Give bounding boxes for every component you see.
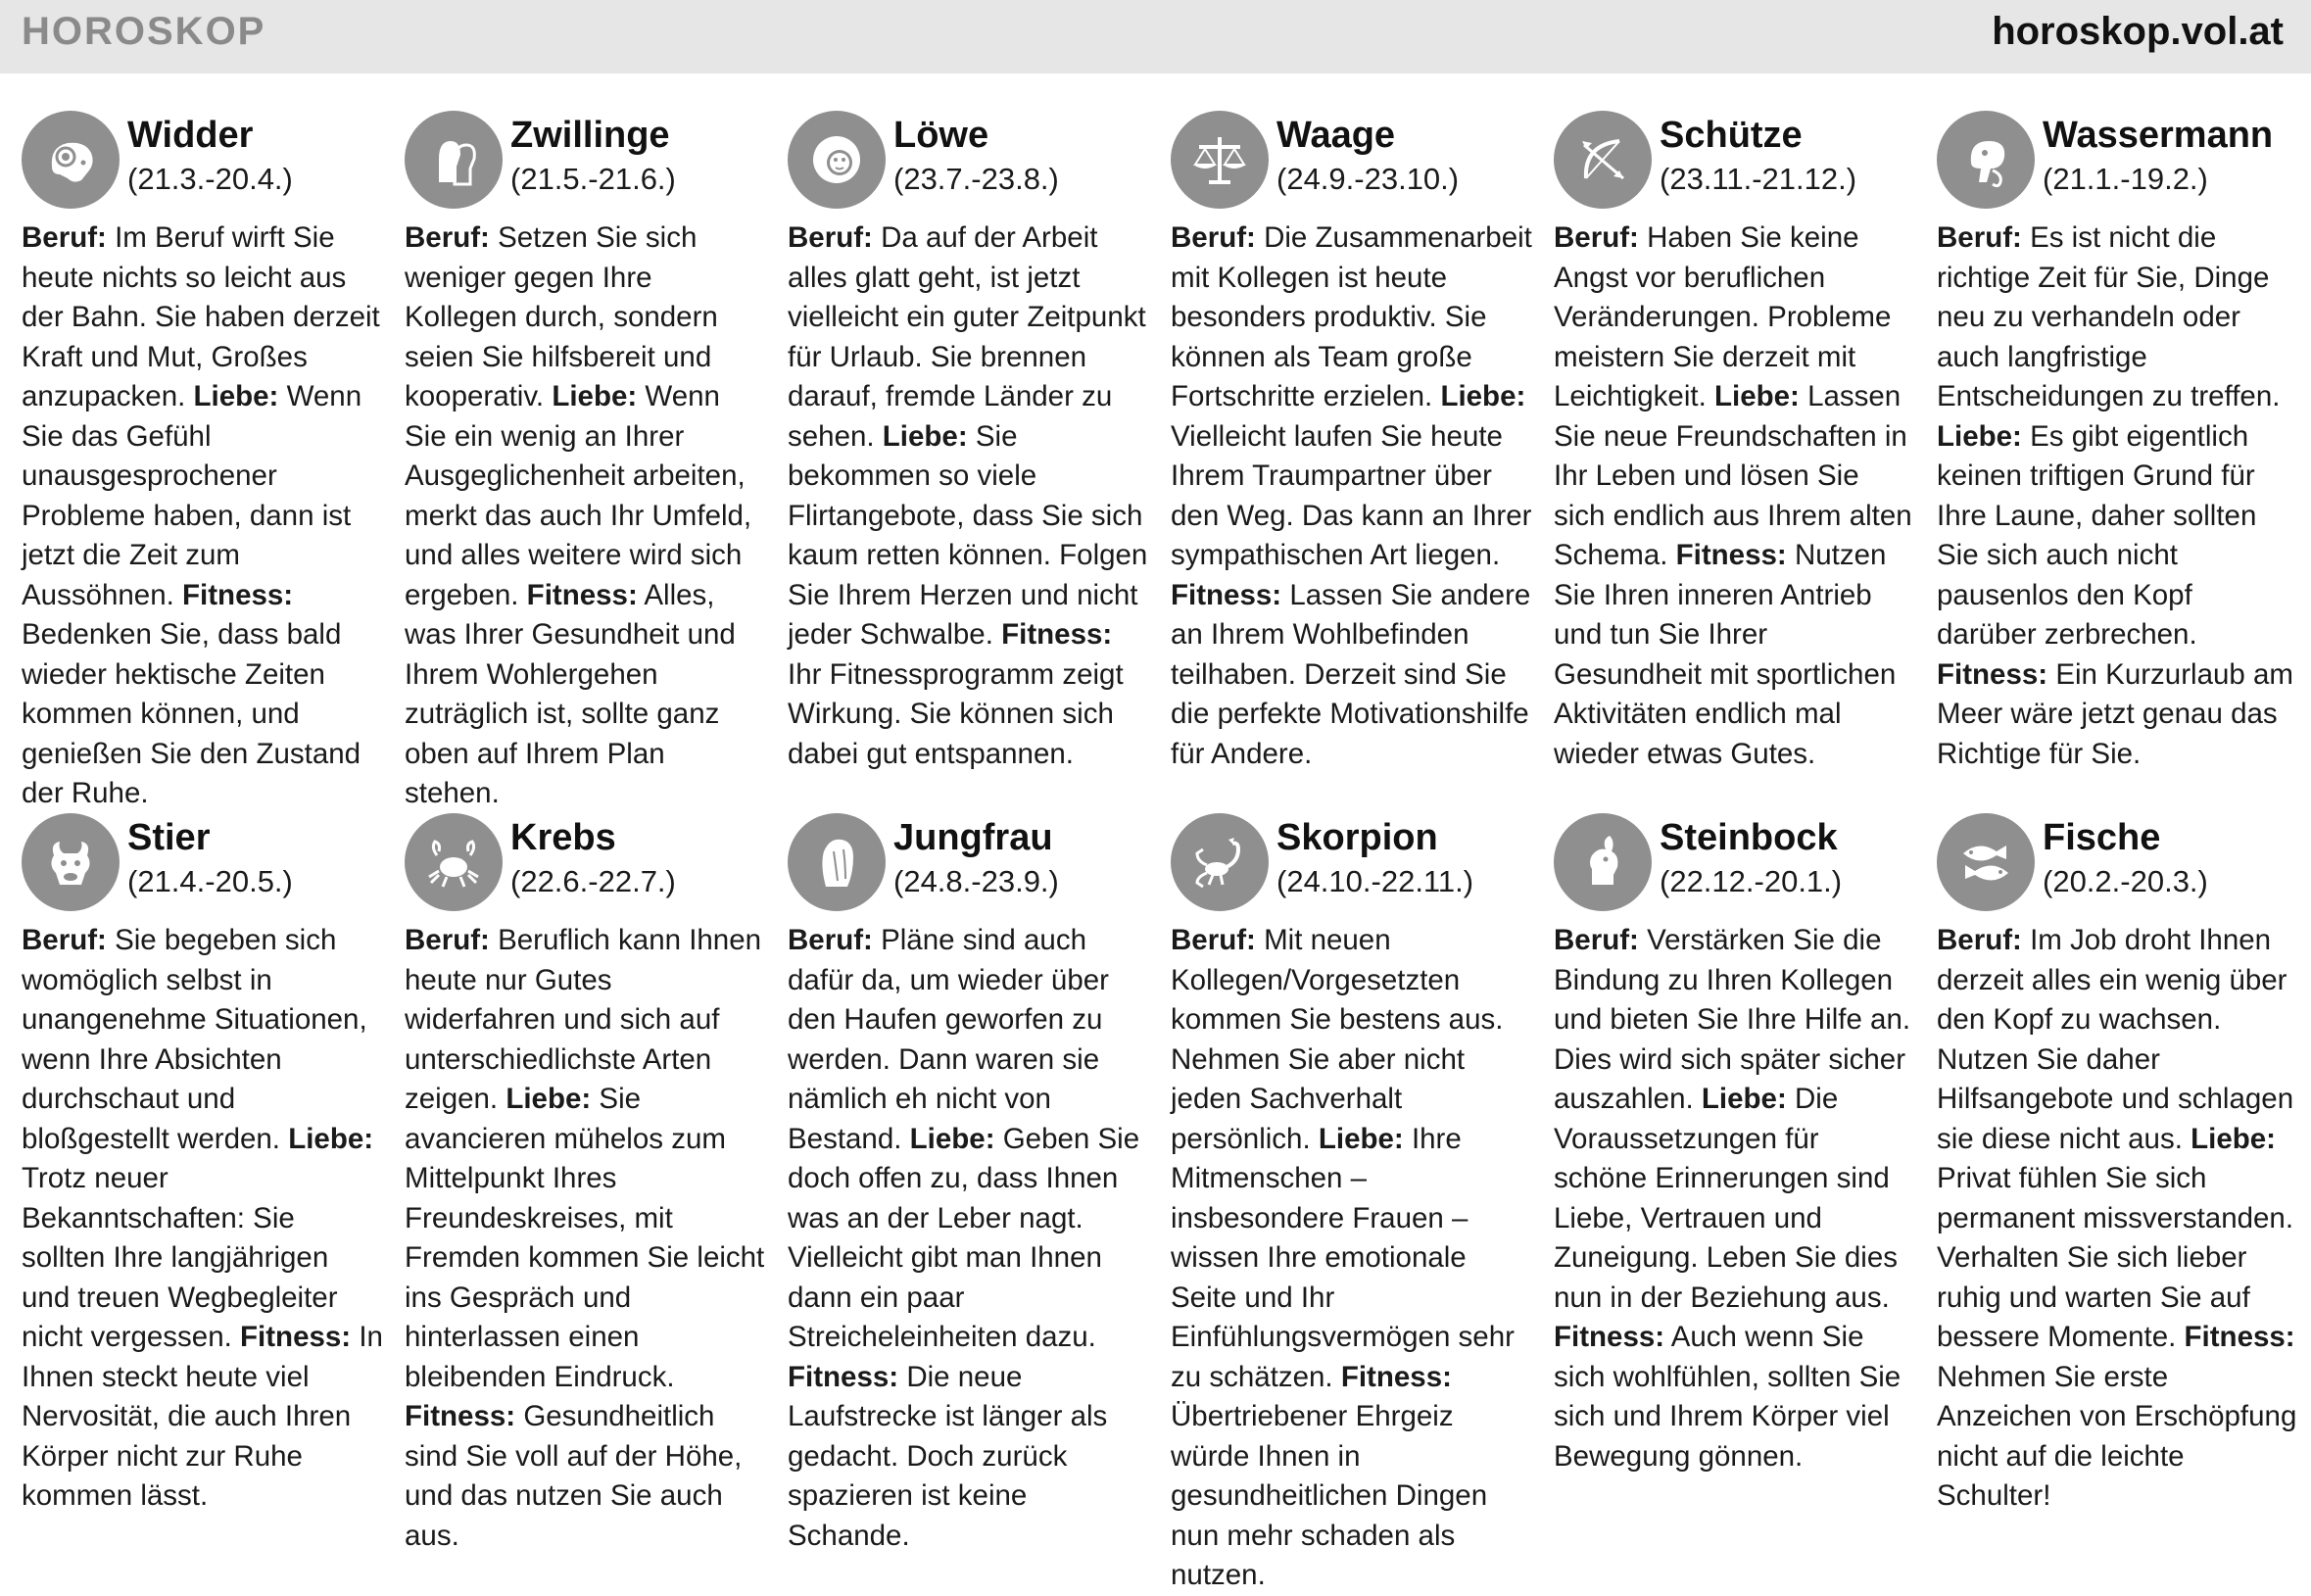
sign-name: Skorpion (1276, 817, 1438, 858)
website-link[interactable]: horoskop.vol.at (1992, 10, 2284, 53)
liebe-label: Liebe: (1318, 1122, 1404, 1155)
horoscope-text (1554, 921, 1916, 1476)
liebe-label: Liebe: (882, 419, 968, 453)
beruf-label: Beruf: (788, 221, 873, 254)
sign-name: Krebs (510, 817, 616, 858)
fitness-text: Ein Kurzurlaub am Meer wäre jetzt genau das Richtige für Sie. (1937, 657, 2293, 770)
horoscope-text (405, 921, 767, 1556)
horoscope-text (788, 218, 1150, 774)
fitness-text: Ihr Fitnessprogramm zeigt Wirkung. Sie können sich dabei gut entspannen. (788, 657, 1124, 770)
fitness-label: Fitness: (526, 578, 638, 611)
sign-dates: (21.4.-20.5.) (127, 864, 293, 898)
beruf-text: Im Job droht Ihnen derzeit alles ein wenig über den Kopf zu wachsen. Nutzen Sie daher Hilfsangebote und schlagen sie diese nicht aus. (1937, 924, 2294, 1155)
beruf-label: Beruf: (1171, 221, 1256, 254)
sign-name: Wassermann (2043, 115, 2274, 156)
sign-dates: (24.8.-23.9.) (893, 864, 1059, 898)
sign-dates: (21.3.-20.4.) (127, 162, 293, 196)
sign-dates: (22.12.-20.1.) (1660, 864, 1843, 898)
beruf-label: Beruf: (22, 924, 107, 956)
beruf-label: Beruf: (405, 924, 490, 956)
horoscope-text (22, 218, 384, 814)
liebe-text: Geben Sie doch offen zu, dass Ihnen was an der Leber nagt. Vielleicht gibt man Ihnen dann ein paar Streicheleinheiten dazu. (788, 1122, 1140, 1353)
sign-dates: (20.2.-20.3.) (2043, 864, 2208, 898)
bull-icon (22, 813, 120, 911)
sign-dates: (21.1.-19.2.) (2043, 162, 2208, 196)
sign-name: Steinbock (1660, 817, 1838, 858)
beruf-text: Beruflich kann Ihnen heute nur Gutes widerfahren und sich auf unterschiedlichste Arten zeigen. (405, 924, 762, 1115)
beruf-label: Beruf: (1937, 924, 2022, 956)
liebe-text: Vielleicht laufen Sie heute Ihrem Traumpartner über den Weg. Das kann an Ihrer sympathischen Art liegen. (1171, 419, 1532, 571)
fitness-label: Fitness: (788, 1360, 899, 1393)
liebe-text: Sie bekommen so viele Flirtangebote, dass Sie sich kaum retten können. Folgen Sie Ihrem Herzen und nicht jeder Schwalbe. (788, 419, 1148, 651)
liebe-label: Liebe: (1440, 380, 1526, 412)
fitness-text: Nutzen Sie Ihren inneren Antrieb und tun Sie Ihrer Gesundheit mit sportlichen Aktivitäten endlich mal wieder etwas Gutes. (1554, 539, 1897, 770)
beruf-text: Sie begeben sich womöglich selbst in unangenehme Situationen, wenn Ihre Absichten durchschaut und bloßgestellt werden. (22, 924, 367, 1155)
liebe-text: Es gibt eigentlich keinen triftigen Grund für Ihre Laune, daher sollten Sie sich auch nicht pausenlos den Kopf darüber zerbrechen. (1937, 419, 2257, 651)
sign-name: Widder (127, 115, 254, 156)
liebe-text: Sie avancieren mühelos zum Mittelpunkt Ihres Freundeskreises, mit Fremden kommen Sie leicht ins Gespräch und hinterlassen einen bleibenden Eindruck. (405, 1083, 765, 1393)
sign-dates: (22.6.-22.7.) (510, 864, 676, 898)
fitness-text: Alles, was Ihrer Gesundheit und Ihrem Wohlergehen zuträglich ist, sollte ganz oben auf Ihrem Plan stehen. (405, 578, 736, 809)
beruf-label: Beruf: (22, 221, 107, 254)
water-bearer-icon (1937, 111, 2035, 209)
fitness-text: Auch wenn Sie sich wohlfühlen, sollten Sie sich und Ihrem Körper viel Bewegung gönnen. (1554, 1321, 1902, 1473)
fitness-text: In Ihnen steckt heute viel Nervosität, die auch Ihren Körper nicht zur Ruhe kommen lässt. (22, 1321, 383, 1512)
beruf-text: Haben Sie keine Angst vor beruflichen Veränderungen. Probleme meistern Sie derzeit mit Leichtigkeit. (1554, 221, 1892, 412)
fitness-label: Fitness: (1554, 1321, 1665, 1353)
fitness-label: Fitness: (1937, 657, 2048, 691)
beruf-label: Beruf: (1554, 924, 1639, 956)
liebe-label: Liebe: (506, 1083, 592, 1115)
sign-name: Löwe (893, 115, 989, 156)
horoscope-text (405, 218, 767, 814)
fitness-label: Fitness: (1340, 1360, 1452, 1393)
beruf-label: Beruf: (1937, 221, 2022, 254)
sign-dates: (23.7.-23.8.) (893, 162, 1059, 196)
fitness-label: Fitness: (2184, 1321, 2295, 1353)
liebe-label: Liebe: (1714, 380, 1800, 412)
sign-name: Zwillinge (510, 115, 670, 156)
scales-icon (1171, 111, 1269, 209)
fish-icon (1937, 813, 2035, 911)
fitness-label: Fitness: (1001, 618, 1113, 651)
beruf-text: Pläne sind auch dafür da, um wieder über den Haufen geworfen zu werden. Dann waren sie nämlich eh nicht von Bestand. (788, 924, 1109, 1155)
fitness-text: Die neue Laufstrecke ist länger als gedacht. Doch zurück spazieren ist keine Schande. (788, 1360, 1108, 1552)
sign-name: Stier (127, 817, 211, 858)
beruf-label: Beruf: (405, 221, 490, 254)
beruf-text: Setzen Sie sich weniger gegen Ihre Kollegen durch, sondern seien Sie hilfsbereit und kooperativ. (405, 221, 718, 412)
fitness-label: Fitness: (182, 578, 294, 611)
liebe-text: Wenn Sie das Gefühl unausgesprochener Probleme haben, dann ist jetzt die Zeit zum Aussöhnen. (22, 380, 362, 611)
beruf-text: Da auf der Arbeit alles glatt geht, ist jetzt vielleicht ein guter Zeitpunkt für Urlaub. Sie brennen darauf, fremde Länder zu sehen. (788, 221, 1146, 453)
sign-name: Waage (1276, 115, 1396, 156)
sign-dates: (21.5.-21.6.) (510, 162, 676, 196)
liebe-text: Wenn Sie ein wenig an Ihrer Ausgeglichenheit arbeiten, merkt das auch Ihr Umfeld, und alles weitere wird sich ergeben. (405, 380, 752, 611)
liebe-text: Trotz neuer Bekanntschaften: Sie sollten Ihre langjährigen und treuen Wegbegleiter nicht vergessen. (22, 1162, 338, 1353)
archer-icon (1554, 111, 1652, 209)
horoscope-text (22, 921, 384, 1517)
ibex-icon (1554, 813, 1652, 911)
sign-name: Fische (2043, 817, 2161, 858)
liebe-text: Ihre Mitmenschen – insbesondere Frauen – wissen Ihre emotionale Seite und Ihr Einfühlungsvermögen sehr zu schätzen. (1171, 1122, 1515, 1393)
lion-icon (788, 111, 886, 209)
horoscope-text (1554, 218, 1916, 774)
beruf-label: Beruf: (788, 924, 873, 956)
twins-icon (405, 111, 503, 209)
liebe-label: Liebe: (193, 380, 279, 412)
virgin-icon (788, 813, 886, 911)
fitness-text: Nehmen Sie erste Anzeichen von Erschöpfung nicht auf die leichte Schulter! (1937, 1360, 2297, 1512)
fitness-text: Gesundheitlich sind Sie voll auf der Höhe, und das nutzen Sie auch aus. (405, 1400, 743, 1552)
sign-dates: (24.9.-23.10.) (1276, 162, 1460, 196)
fitness-text: Übertriebener Ehrgeiz würde Ihnen in gesundheitlichen Dingen nun mehr schaden als nutzen. (1171, 1400, 1488, 1591)
horoscope-text (1937, 921, 2299, 1517)
liebe-label: Liebe: (1701, 1083, 1787, 1115)
sign-dates: (24.10.-22.11.) (1276, 864, 1474, 898)
section-title: HOROSKOP (22, 10, 266, 53)
fitness-label: Fitness: (1675, 539, 1787, 571)
beruf-text: Verstärken Sie die Bindung zu Ihren Kollegen und bieten Sie Ihre Hilfe an. Dies wird sich später sicher auszahlen. (1554, 924, 1911, 1115)
liebe-label: Liebe: (909, 1122, 995, 1155)
beruf-label: Beruf: (1554, 221, 1639, 254)
scorpion-icon (1171, 813, 1269, 911)
ram-icon (22, 111, 120, 209)
beruf-text: Die Zusammenarbeit mit Kollegen ist heute besonders produktiv. Sie können als Team große Fortschritte erzielen. (1171, 221, 1532, 412)
fitness-text: Lassen Sie andere an Ihrem Wohlbefinden teilhaben. Derzeit sind Sie die perfekte Motivationshilfe für Andere. (1171, 578, 1531, 770)
fitness-label: Fitness: (240, 1321, 352, 1353)
fitness-label: Fitness: (1171, 578, 1282, 611)
horoscope-text (1171, 218, 1533, 774)
beruf-text: Es ist nicht die richtige Zeit für Sie, Dinge neu zu verhandeln oder auch langfristige Entscheidungen zu treffen. (1937, 221, 2281, 412)
crab-icon (405, 813, 503, 911)
liebe-text: Privat fühlen Sie sich permanent missverstanden. Verhalten Sie sich lieber ruhig und warten Sie auf bessere Momente. (1937, 1162, 2294, 1353)
liebe-text: Die Voraussetzungen für schöne Erinnerungen sind Liebe, Vertrauen und Zuneigung. Leben Sie dies nun in der Beziehung aus. (1554, 1083, 1898, 1314)
beruf-label: Beruf: (1171, 924, 1256, 956)
sign-name: Schütze (1660, 115, 1803, 156)
sign-name: Jungfrau (893, 817, 1053, 858)
liebe-label: Liebe: (1937, 419, 2022, 453)
fitness-text: Bedenken Sie, dass bald wieder hektische Zeiten kommen können, und genießen Sie den Zustand der Ruhe. (22, 618, 361, 809)
liebe-text: Lassen Sie neue Freundschaften in Ihr Leben und lösen Sie sich endlich aus Ihrem alten Schema. (1554, 380, 1912, 571)
beruf-text: Mit neuen Kollegen/Vorgesetzten kommen Sie bestens aus. Nehmen Sie aber nicht jeden Sachverhalt persönlich. (1171, 924, 1504, 1155)
liebe-label: Liebe: (288, 1122, 374, 1155)
horoscope-text (788, 921, 1150, 1556)
horoscope-text (1171, 921, 1533, 1596)
sign-dates: (23.11.-21.12.) (1660, 162, 1857, 196)
beruf-text: Im Beruf wirft Sie heute nichts so leicht aus der Bahn. Sie haben derzeit Kraft und Mut, Großes anzupacken. (22, 221, 380, 412)
liebe-label: Liebe: (2191, 1122, 2276, 1155)
liebe-label: Liebe: (552, 380, 638, 412)
fitness-label: Fitness: (405, 1400, 516, 1432)
horoscope-text (1937, 218, 2299, 774)
